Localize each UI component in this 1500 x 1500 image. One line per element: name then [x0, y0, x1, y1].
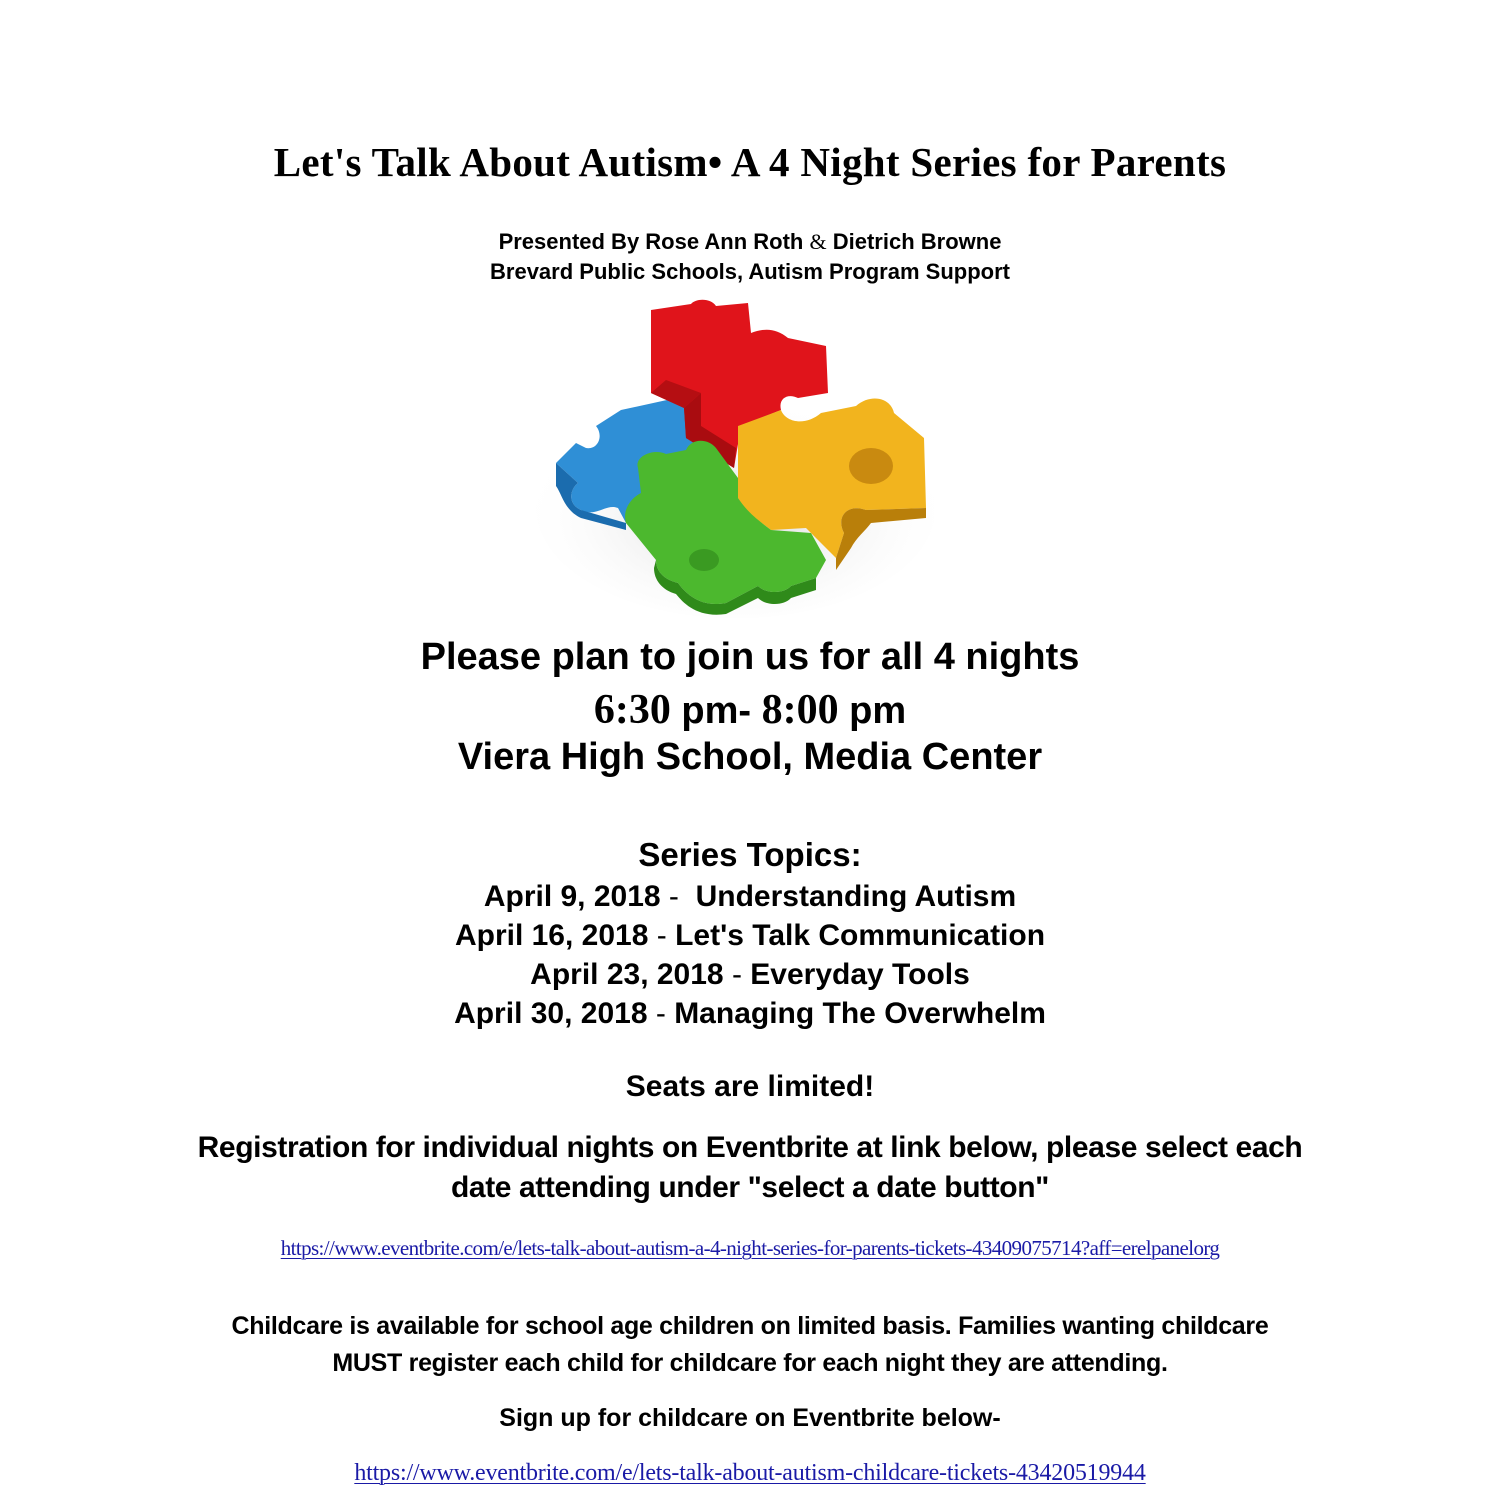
start-suffix: pm- [670, 690, 762, 732]
childcare-link-row [0, 1460, 1500, 1487]
registration-text-line2: date attending under "select a date button" [451, 1171, 1049, 1204]
end-suffix: pm [838, 690, 907, 732]
topic-title: Understanding Autism [695, 880, 1017, 913]
presenters-line [0, 229, 1500, 255]
end-time: 8:00 [761, 687, 839, 733]
childcare-text-line1: Childcare is available for school age children on limited basis. Families wanting childcare [231, 1312, 1269, 1340]
childcare-signup-text: Sign up for childcare on Eventbrite below- [499, 1404, 1001, 1432]
presenters-suffix: Dietrich Browne [832, 229, 1002, 254]
flyer-title: Let's Talk About Autism• A 4 Night Series for Parents [273, 139, 1227, 185]
organization-line: Brevard Public Schools, Autism Program Support [490, 259, 1010, 284]
topic-separator: - [647, 997, 675, 1030]
topic-date: April 16, 2018 [454, 919, 649, 952]
puzzle-pieces-image [526, 298, 934, 620]
registration-link[interactable]: https://www.eventbrite.com/e/lets-talk-about-autism-a-4-night-series-for-parents-tickets-43409075714?aff=erelpanelorg [280, 1236, 1220, 1260]
time-line [0, 686, 1500, 734]
start-time: 6:30 [593, 687, 671, 733]
topic-item [0, 919, 1500, 953]
registration-link-row [0, 1236, 1500, 1261]
topic-title: Let's Talk Communication [675, 919, 1046, 952]
topic-date: April 23, 2018 [530, 958, 724, 991]
ampersand: & [809, 229, 827, 254]
location-line: Viera High School, Media Center [457, 736, 1043, 778]
topic-item [0, 958, 1500, 992]
invite-line: Please plan to join us for all 4 nights [420, 636, 1080, 678]
topic-item [0, 880, 1500, 914]
topic-title: Everyday Tools [750, 958, 970, 991]
registration-text-line1: Registration for individual nights on Eventbrite at link below, please select each [197, 1131, 1303, 1164]
presenters-prefix: Presented By Rose Ann Roth [498, 229, 804, 254]
topic-separator: - [648, 919, 676, 952]
topic-item [0, 997, 1500, 1031]
childcare-link[interactable]: https://www.eventbrite.com/e/lets-talk-about-autism-childcare-tickets-43420519944 [354, 1460, 1146, 1486]
topic-separator: - [723, 958, 751, 991]
childcare-text-line2: MUST register each child for childcare for each night they are attending. [332, 1349, 1168, 1377]
topic-separator: - [660, 880, 696, 913]
topic-date: April 9, 2018 [483, 880, 661, 913]
topics-heading: Series Topics: [638, 836, 862, 873]
seats-notice: Seats are limited! [625, 1070, 875, 1103]
topic-title: Managing The Overwhelm [674, 997, 1046, 1030]
topic-date: April 30, 2018 [454, 997, 648, 1030]
